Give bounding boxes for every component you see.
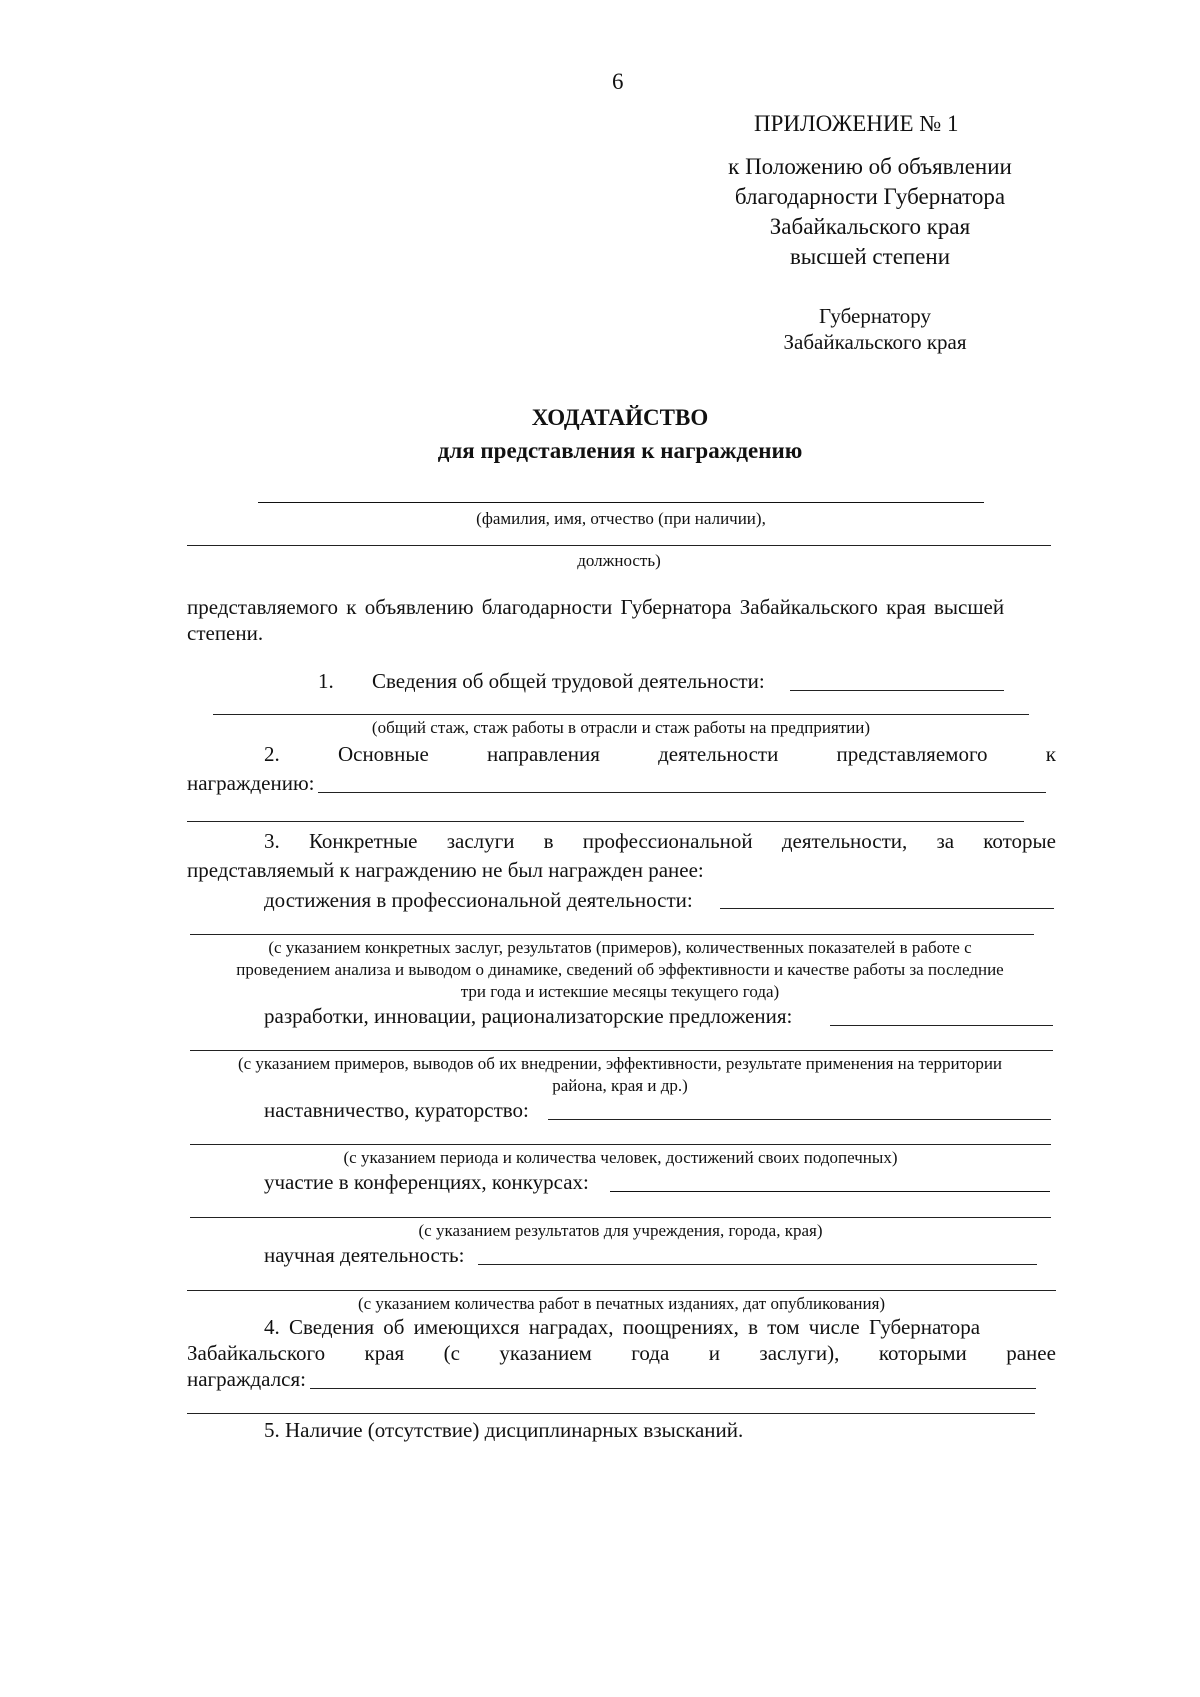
achievements-caption-1: (с указанием конкретных заслуг, результатов (примеров), количественных показателей в работе с: [268, 938, 972, 957]
science-label: научная деятельность:: [264, 1243, 465, 1267]
item4-underline[interactable]: [187, 1413, 1035, 1414]
achievements-caption-2: проведением анализа и выводом о динамике, сведений об эффективности и качестве работы за последние: [236, 960, 1004, 979]
item2-line1: [264, 741, 1056, 767]
conferences-underline[interactable]: [190, 1217, 1051, 1218]
item2-word: Основные: [337, 742, 429, 766]
item3-continuation: представляемый к награждению не был награжден ранее:: [187, 858, 704, 882]
mentoring-caption: (с указанием периода и количества человек, достижений своих подопечных): [343, 1148, 898, 1167]
position-underline[interactable]: [187, 545, 1051, 546]
appendix-ref-line3: Забайкальского края: [769, 214, 971, 239]
mentoring-label: наставничество, кураторство:: [264, 1098, 529, 1122]
item4-word: и: [708, 1341, 720, 1365]
achievements-underline[interactable]: [190, 934, 1034, 935]
item4-inline-underline[interactable]: [310, 1388, 1036, 1389]
item1-caption: (общий стаж, стаж работы в отрасли и стаж работы на предприятии): [371, 718, 871, 737]
science-inline-underline[interactable]: [478, 1264, 1037, 1265]
achievements-caption-3: три года и истекшие месяцы текущего года): [460, 982, 780, 1001]
innovations-label: разработки, инновации, рационализаторские предложения:: [264, 1004, 793, 1028]
item3-word: 3.: [264, 829, 280, 853]
item4-word: которыми: [878, 1341, 967, 1365]
appendix-ref-line1: к Положению об объявлении: [728, 154, 1012, 179]
innovations-caption-2: района, края и др.): [552, 1076, 688, 1095]
item2-word: 2.: [264, 742, 280, 766]
item1-inline-underline[interactable]: [790, 690, 1004, 691]
conferences-caption: (с указанием результатов для учреждения, города, края): [418, 1221, 823, 1240]
conferences-inline-underline[interactable]: [610, 1191, 1050, 1192]
innovations-inline-underline[interactable]: [830, 1025, 1053, 1026]
item4-continuation: награждался:: [187, 1367, 306, 1391]
item3-word: которые: [983, 829, 1056, 853]
item2-word: деятельности: [658, 742, 779, 766]
item3-line1: [264, 828, 1056, 854]
intro-line1: [187, 594, 1055, 620]
item4-word: Забайкальского: [187, 1341, 326, 1365]
position-caption: должность): [577, 551, 661, 570]
item1-underline[interactable]: [213, 714, 1029, 715]
achievements-inline-underline[interactable]: [720, 908, 1054, 909]
item4-word: указанием: [499, 1341, 592, 1365]
item4-word: заслуги),: [759, 1341, 840, 1365]
item4-line2: [187, 1340, 1056, 1366]
science-caption: (с указанием количества работ в печатных изданиях, дат опубликования): [357, 1294, 886, 1313]
fio-caption: (фамилия, имя, отчество (при наличии),: [476, 509, 766, 528]
item3-word: Конкретные: [308, 829, 418, 853]
conferences-label: участие в конференциях, конкурсах:: [264, 1170, 589, 1194]
innovations-caption-1: (с указанием примеров, выводов об их внедрении, эффективности, результате применения на территории: [237, 1054, 1003, 1073]
item4-text-1: 4. Сведения об имеющихся наградах, поощрениях, в том числе Губернатора: [264, 1315, 981, 1339]
item3-word: деятельности,: [781, 829, 908, 853]
item4-word: (с: [443, 1341, 460, 1365]
item5-text: 5. Наличие (отсутствие) дисциплинарных взысканий.: [264, 1418, 744, 1442]
innovations-underline[interactable]: [190, 1050, 1053, 1051]
item3-word: заслуги: [446, 829, 515, 853]
addressee-line2: Забайкальского края: [783, 330, 967, 354]
item3-word: за: [936, 829, 955, 853]
appendix-ref-line2: благодарности Губернатора: [734, 184, 1006, 209]
fio-underline[interactable]: [258, 502, 984, 503]
item4-word: года: [631, 1341, 670, 1365]
item2-word: направления: [486, 742, 600, 766]
appendix-label: ПРИЛОЖЕНИЕ № 1: [754, 111, 959, 136]
intro-line2: степени.: [187, 621, 264, 645]
mentoring-inline-underline[interactable]: [548, 1119, 1051, 1120]
item4-word: ранее: [1006, 1341, 1056, 1365]
item2-word: представляемого: [836, 742, 988, 766]
addressee-line1: Губернатору: [819, 304, 931, 328]
mentoring-underline[interactable]: [190, 1144, 1051, 1145]
item2-underline[interactable]: [187, 821, 1024, 822]
appendix-ref-line4: высшей степени: [789, 244, 951, 269]
item4-line1: [264, 1314, 1056, 1340]
document-subtitle: для представления к награждению: [437, 438, 803, 463]
item2-continuation: награждению:: [187, 771, 315, 795]
item2-word: к: [1045, 742, 1056, 766]
achievements-label: достижения в профессиональной деятельности:: [264, 888, 693, 912]
item3-word: профессиональной: [582, 829, 753, 853]
page-number: 6: [612, 69, 624, 94]
item3-word: в: [543, 829, 554, 853]
item2-inline-underline[interactable]: [318, 792, 1046, 793]
item1-number: 1.: [318, 669, 334, 693]
document-title: ХОДАТАЙСТВО: [531, 405, 709, 430]
item1-label: Сведения об общей трудовой деятельности:: [372, 669, 765, 693]
intro-text-1: представляемого к объявлению благодарности Губернатора Забайкальского края высшей: [187, 595, 1005, 619]
science-underline[interactable]: [187, 1290, 1056, 1291]
item4-word: края: [364, 1341, 405, 1365]
